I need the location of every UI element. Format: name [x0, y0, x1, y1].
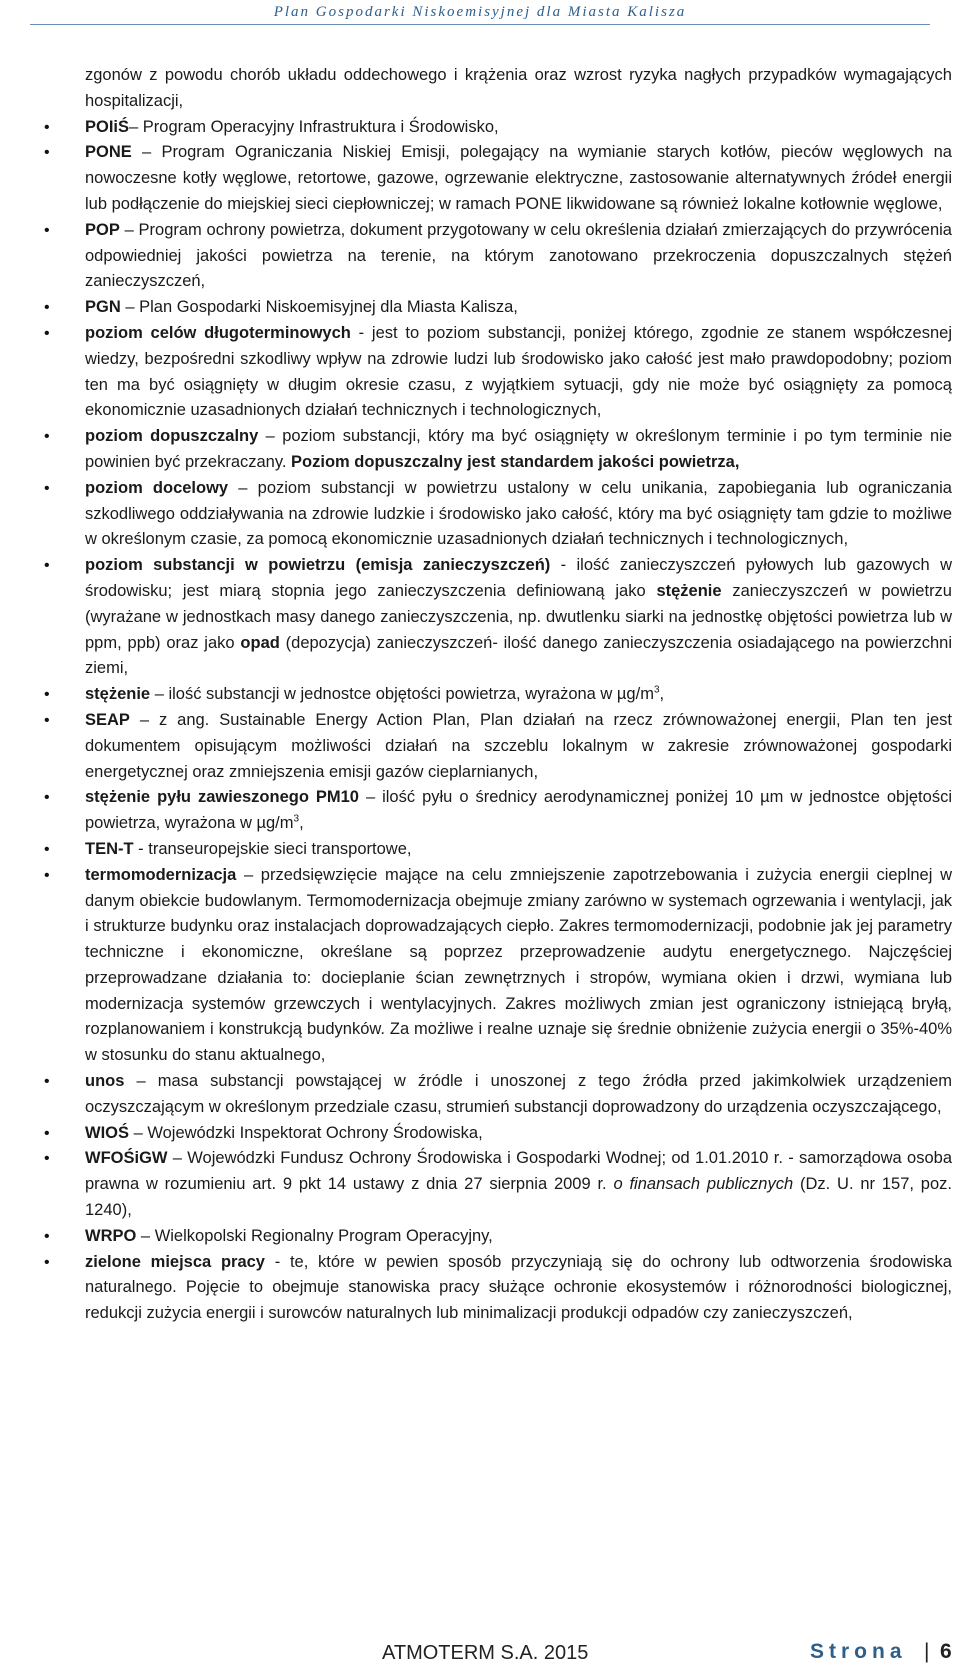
definition-text: – ilość substancji w jednostce objętości powietrza, wyrażona w µg/m	[150, 685, 654, 704]
header-rule	[30, 24, 930, 25]
definition-text: - ilość zanieczyszczeń pyłowych lub gazowych w środowisku; jest miarą stopnia jego zanieczyszczenia definiowaną jako	[85, 556, 953, 600]
term-label: SEAP	[85, 710, 130, 729]
bullet-icon: •	[44, 1124, 50, 1142]
glossary-item	[42, 1069, 952, 1121]
definition-text: ,	[659, 685, 665, 704]
glossary-item	[42, 424, 952, 476]
bullet-icon: •	[44, 711, 50, 729]
page-footer	[0, 1632, 960, 1668]
term-label: stężenie	[656, 581, 722, 600]
definition-text: – Program Ograniczania Niskiej Emisji, polegający na wymianie starych kotłów, pieców węglowych na nowoczesne kotły węglowe, retortowe, gazowe, ogrzewanie elektryczne, zastosowanie alternatywnych źródeł energii lub podłączenie do miejskiej sieci ciepłowniczej; w ramach PONE likwidowane są również lokalne kotłownie węglowe,	[85, 143, 952, 213]
bullet-icon: •	[44, 221, 50, 239]
glossary-item	[42, 837, 952, 863]
glossary-item	[42, 1250, 952, 1327]
bullet-icon: •	[44, 1253, 50, 1271]
bullet-icon: •	[44, 1150, 50, 1168]
definition-text: – poziom substancji w powietrzu ustalony w celu unikania, zapobiegania lub ograniczania szkodliwego oddziaływania na zdrowie ludzkie i środowisko jako całość, który ma być osiągnięty tam gdzie to możliwe w określonym czasie, za pomocą ekonomicznie uzasadnionych działań technicznych i technologicznych,	[85, 478, 952, 549]
bullet-icon: •	[44, 118, 50, 136]
glossary-list	[42, 63, 952, 1327]
definition-text: o finansach publicznych	[613, 1175, 794, 1194]
definition-text: – Program Operacyjny Infrastruktura i Środowisko,	[129, 117, 499, 136]
definition-text: (Dz. U. nr 157, poz. 1240),	[85, 1175, 952, 1220]
term-label: PGN	[85, 298, 121, 317]
bullet-icon: •	[44, 789, 50, 807]
definition-text: - te, które w pewien sposób przyczyniają się do ochrony lub odtworzenia środowiska naturalnego. Pojęcie to obejmuje stanowiska pracy służące ochronie ekosystemów i różnorodności biologicznej, redukcji zużycia energii i surowców naturalnych lub minimalizacji produkcji odpadów czy zanieczyszczeń,	[85, 1252, 952, 1323]
bullet-icon: •	[44, 1227, 50, 1245]
glossary-item	[42, 476, 952, 553]
bullet-icon: •	[44, 557, 50, 575]
glossary-item	[42, 708, 952, 785]
definition-text: – przedsięwzięcie mające na celu zmniejszenie zapotrzebowania i zużycia energii cieplnej w danym obiekcie budowlanym. Termomodernizacja obejmuje zmiany zarówno w systemach ogrzewania i wentylacji, jak i strukturze budynku oraz instalacjach doprowadzających ciepło. Zakres termomodernizacji, podobnie jak jej parametry techniczne i ekonomiczne, określane są poprzez przeprowadzenie audytu energetycznego. Najczęściej przeprowadzane działania to: docieplanie ścian zewnętrznych i stropów, wymiana okien i drzwi, wymiana lub modernizacja systemów grzewczych i wentylacyjnych. Zakres możliwych zmian jest ograniczony istniejącą bryłą, rozplanowaniem i konstrukcją budynków. Za możliwe i realne uznaje się średnie obniżenie zużycia energii o 35%-40% w stosunku do stanu aktualnego,	[85, 865, 952, 1065]
term-label: POP	[85, 220, 120, 239]
footer-page-label: Strona	[810, 1640, 907, 1663]
bullet-icon: •	[44, 299, 50, 317]
term-label: unos	[85, 1072, 125, 1091]
glossary-item	[42, 321, 952, 424]
glossary-item	[42, 63, 952, 115]
definition-text: - transeuropejskie sieci transportowe,	[133, 839, 412, 858]
glossary-item	[42, 295, 952, 321]
definition-text: – Wojewódzki Inspektorat Ochrony Środowiska,	[129, 1123, 483, 1142]
glossary-item	[42, 115, 952, 141]
definition-text: – poziom substancji, który ma być osiągnięty w określonym terminie i po tym terminie nie powinien być przekraczany.	[85, 427, 953, 471]
term-label: termomodernizacja	[85, 865, 237, 884]
glossary-item	[42, 553, 952, 682]
definition-text: 3	[653, 684, 660, 696]
term-label: poziom dopuszczalny	[85, 427, 259, 446]
glossary-item	[42, 863, 952, 1069]
definition-text: – ilość pyłu o średnicy aerodynamicznej poniżej 10 µm w jednostce objętości powietrza, wyrażona w µg/m	[85, 788, 952, 833]
definition-text: 3	[293, 813, 300, 825]
definition-text: ,	[299, 814, 304, 833]
definition-text: – Program ochrony powietrza, dokument przygotowany w celu określenia działań zmierzających do przywrócenia odpowiedniej jakości powietrza na terenie, na którym zanotowano przekroczenia dopuszczalnych stężeń zanieczyszczeń,	[85, 220, 952, 291]
footer-company: ATMOTERM S.A. 2015	[382, 1642, 589, 1664]
term-label: poziom celów długoterminowych	[85, 323, 351, 342]
definition-text: - jest to poziom substancji, poniżej którego, zgodnie ze stanem współczesnej wiedzy, bezpośredni szkodliwy wpływ na zdrowie ludzi lub środowisko jako całość jest mało prawdopodobny; poziom ten ma być osiągnięty w długim okresie czasu, z wyjątkiem sytuacji, gdy nie może być osiągnięty za pomocą ekonomicznie uzasadnionych działań technicznych i technologicznych,	[85, 323, 953, 420]
glossary-item	[42, 1121, 952, 1147]
term-label: WIOŚ	[85, 1123, 129, 1142]
definition-text: – Wojewódzki Fundusz Ochrony Środowiska i Gospodarki Wodnej; od 1.01.2010 r. - samorządowa osoba prawna w rozumieniu art. 9 pkt 14 ustawy z dnia 27 sierpnia 2009 r.	[85, 1149, 952, 1194]
term-label: WRPO	[85, 1226, 137, 1245]
definition-text: zanieczyszczeń w powietrzu (wyrażane w jednostkach masy danego zanieczyszczenia, np. dwutlenku siarki na jednostkę objętości powietrza lub w ppm, ppb) oraz jako	[85, 581, 952, 652]
bullet-icon: •	[44, 866, 50, 884]
bullet-icon: •	[44, 144, 50, 162]
term-label: opad	[240, 633, 280, 652]
definition-text: – masa substancji powstającej w źródle i unoszonej z tego źródła przed jakimkolwiek urządzeniem oczyszczającym w określonym przedziale czasu, strumień substancji doprowadzony do urządzenia oczyszczającego,	[85, 1072, 952, 1116]
glossary-item	[42, 140, 952, 217]
bullet-icon: •	[44, 479, 50, 497]
term-label: poziom docelowy	[85, 478, 229, 497]
term-label: TEN-T	[85, 839, 134, 858]
bullet-icon: •	[44, 324, 50, 342]
term-label: PONE	[85, 143, 132, 162]
bullet-icon: •	[44, 686, 50, 704]
term-label: POIiŚ	[85, 117, 130, 136]
term-label: stężenie	[85, 685, 151, 704]
definition-text: (depozycja) zanieczyszczeń- ilość danego zanieczyszczenia osiadającego na powierzchni ziemi,	[85, 633, 952, 678]
page-header	[0, 0, 960, 26]
definition-text: – z ang. Sustainable Energy Action Plan, Plan działań na rzecz zrównoważonej energii, Plan ten jest dokumentem opisującym możliwości działań na szczeblu lokalnym w zakresie zrównoważonej gospodarki energetycznej oraz zmniejszenia emisji gazów cieplarnianych,	[85, 710, 952, 781]
glossary-item	[42, 785, 952, 837]
footer-page-number: 6	[940, 1640, 952, 1663]
glossary-item	[42, 1146, 952, 1223]
glossary-item	[42, 218, 952, 295]
bullet-icon: •	[44, 1073, 50, 1091]
bullet-icon: •	[44, 428, 50, 446]
term-label: stężenie pyłu zawieszonego PM10	[85, 788, 359, 807]
bullet-icon: •	[44, 840, 50, 858]
term-label: Poziom dopuszczalny jest standardem jakości powietrza,	[291, 452, 740, 471]
term-label: WFOŚiGW	[85, 1149, 168, 1168]
glossary-item	[42, 1224, 952, 1250]
glossary-item	[42, 682, 952, 708]
definition-text: zgonów z powodu chorób układu oddechowego i krążenia oraz wzrost ryzyka nagłych przypadków wymagających hospitalizacji,	[85, 66, 952, 110]
footer-separator: |	[924, 1640, 930, 1663]
term-label: poziom substancji w powietrzu (emisja zanieczyszczeń)	[85, 556, 551, 575]
definition-text: – Plan Gospodarki Niskoemisyjnej dla Miasta Kalisza,	[120, 298, 518, 317]
header-title: Plan Gospodarki Niskoemisyjnej dla Miasta Kalisza	[273, 4, 687, 20]
term-label: zielone miejsca pracy	[85, 1252, 265, 1271]
definition-text: – Wielkopolski Regionalny Program Operacyjny,	[136, 1226, 493, 1245]
